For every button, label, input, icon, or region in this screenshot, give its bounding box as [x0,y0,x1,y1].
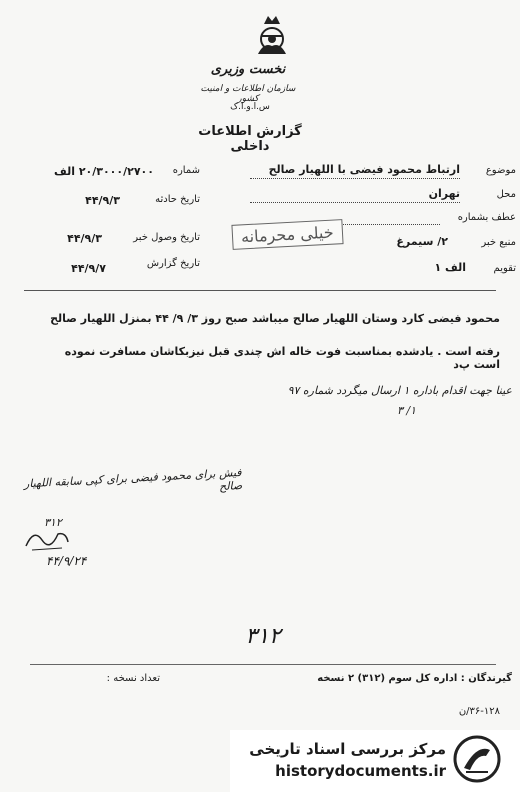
body-line-2: رفته است . یادشده بمناسبت فوت خاله اش چندی قبل نیزبکاشان مسافرت نموده است پ‌د [64,345,500,371]
handwritten-action-note: عینا جهت اقدام باداره ۱ ارسال میگردد شماره ۹۷ [287,384,512,397]
source-value: ۲/ سیمرغ [396,235,448,248]
received-date-value: ۴۴/۹/۳ [67,232,102,245]
archive-logo-icon [452,734,502,784]
evaluation-value: الف ۱ [434,261,466,274]
place-label: محل [496,189,516,200]
reference-label: عطف بشماره [457,212,516,223]
watermark-title: مرکز بررسی اسناد تاریخی [249,740,446,758]
subject-label: موضوع [485,165,516,176]
evaluation-label: تقویم [493,263,516,274]
org-subname: سازمان اطلاعات و امنیت کشور [200,84,296,104]
body-line-1: محمود فیضی کارد وستان اللهیار صالح میباشد صبح روز ۳/ ۹/ ۴۴ بمنزل اللهیار صالح [50,312,500,325]
lion-and-sun-emblem-icon [248,12,296,60]
report-date-value: ۴۴/۹/۷ [71,262,106,275]
handwritten-main-note: فیش برای محمود فیضی برای کپی سابقه اللهیار صالح [23,465,243,494]
handwritten-signature-mark: ۱/ ۳ [396,404,416,417]
recipients-text: گیرندگان : اداره کل سوم (۳۱۲) ۲ نسخه [317,673,512,684]
footer-divider [30,664,496,665]
source-label: منبع خبر [481,237,516,248]
document-title: گزارش اطلاعات داخلی [198,124,302,154]
place-line [250,202,460,203]
number-value: ۲۰/۳۰۰۰/۲۷۰۰ الف [53,165,154,178]
handwritten-code: ۳۱۲ [44,516,62,529]
incident-date-label: تاریخ حادثه [155,194,200,205]
form-code: ۳۶-۱۲۸/ن [458,706,500,717]
incident-date-value: ۴۴/۹/۳ [85,194,120,207]
received-date-label: تاریخ وصول خبر [133,232,200,243]
number-label: شماره [172,165,200,176]
subject-line [250,178,460,179]
place-value: تهران [428,187,460,200]
handwritten-big-number: ۳۱۲ [245,624,281,649]
report-date-label: تاریخ گزارش [146,258,200,269]
copies-label: تعداد نسخه : [106,673,160,684]
org-name: نخست وزیری [210,62,286,77]
watermark-url: historydocuments.ir [275,762,446,780]
org-code: س.ا.و.ا.ک [230,102,270,112]
classification-stamp: خیلی محرمانه [231,219,343,250]
subject-value: ارتباط محمود فیضی با اللهیار صالح [268,163,460,176]
header-divider [24,290,496,291]
handwritten-date: ۴۴/۹/۲۴ [46,554,87,568]
